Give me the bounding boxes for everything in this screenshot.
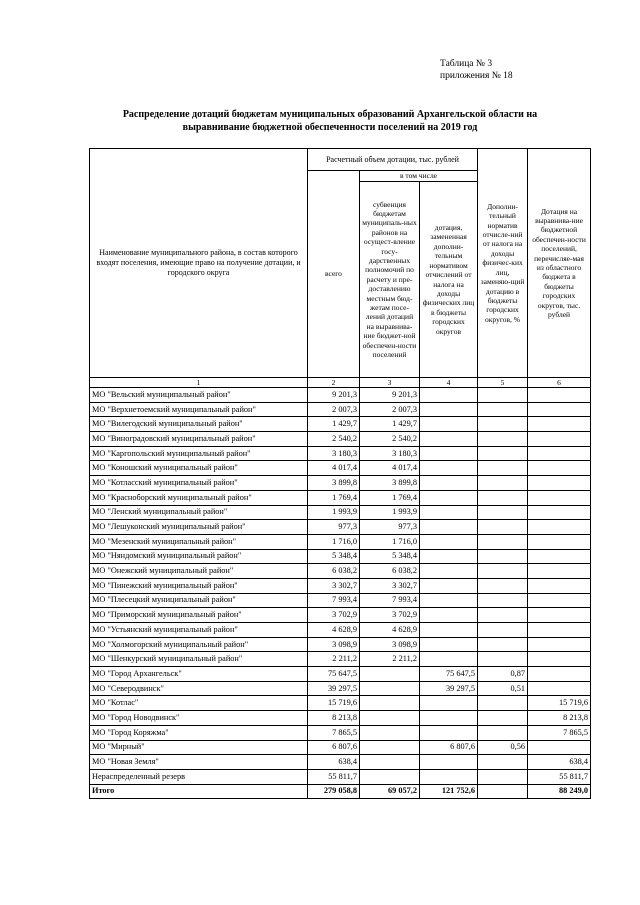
total-amount: 3 180,3: [308, 446, 360, 461]
table-row: [90, 608, 591, 623]
municipality-name: МО "Город Коряжма": [90, 725, 308, 740]
total-amount: 2 007,3: [308, 402, 360, 417]
title-line-1: Распределение дотаций бюджетам муниципальных образований Архангельской области на: [122, 109, 538, 120]
subvention-amount: 1 769,4: [360, 490, 420, 505]
total-amount: 1 716,0: [308, 534, 360, 549]
table-row: [90, 520, 591, 535]
grant-amount: [528, 461, 591, 476]
total-amount: 5 348,4: [308, 549, 360, 564]
municipality-name: МО "Котласский муниципальный район": [90, 476, 308, 491]
replaced-grant-amount: [420, 696, 478, 711]
replaced-grant-amount: [420, 564, 478, 579]
total-amount: 15 719,6: [308, 696, 360, 711]
additional-norm-percent: [478, 725, 528, 740]
subvention-amount: 6 038,2: [360, 564, 420, 579]
additional-norm-percent: [478, 755, 528, 770]
grant-amount: 7 865,5: [528, 725, 591, 740]
subvention-amount: 3 899,8: [360, 476, 420, 491]
municipality-name: Нераспределенный резерв: [90, 769, 308, 784]
table-number: Таблица № 3: [440, 59, 493, 69]
total-amount: 9 201,3: [308, 388, 360, 403]
additional-norm-percent: [478, 402, 528, 417]
total-amount: 3 702,9: [308, 608, 360, 623]
municipality-name: МО "Вилегодский муниципальный район": [90, 417, 308, 432]
subvention-amount: 5 348,4: [360, 549, 420, 564]
subvention-amount: 2 540,2: [360, 432, 420, 447]
replaced-grant-amount: [420, 608, 478, 623]
grant-amount: [528, 564, 591, 579]
total-amount: 6 038,2: [308, 564, 360, 579]
additional-norm-percent: [478, 520, 528, 535]
subvention-amount: [360, 681, 420, 696]
municipality-name: МО "Вельский муниципальный район": [90, 388, 308, 403]
total-amount: 977,3: [308, 520, 360, 535]
additional-norm-percent: [478, 388, 528, 403]
municipality-name: МО "Мезенский муниципальный район": [90, 534, 308, 549]
table-row: [90, 402, 591, 417]
grant-amount: [528, 402, 591, 417]
subvention-amount: 69 057,2: [360, 784, 420, 799]
appendix-number: приложения № 18: [440, 71, 513, 81]
replaced-grant-amount: [420, 520, 478, 535]
grant-amount: [528, 667, 591, 682]
grant-amount: [528, 505, 591, 520]
column-number: 4: [420, 378, 478, 388]
additional-norm-percent: [478, 623, 528, 638]
total-amount: 638,4: [308, 755, 360, 770]
replaced-grant-amount: [420, 593, 478, 608]
total-amount: 3 098,9: [308, 637, 360, 652]
additional-norm-percent: 0,51: [478, 681, 528, 696]
replaced-grant-amount: [420, 755, 478, 770]
total-amount: 1 769,4: [308, 490, 360, 505]
municipality-name: МО "Устьянский муниципальный район": [90, 623, 308, 638]
additional-norm-percent: [478, 564, 528, 579]
table-row: [90, 446, 591, 461]
replaced-grant-amount: [420, 402, 478, 417]
total-amount: 7 993,4: [308, 593, 360, 608]
municipality-name: МО "Холмогорский муниципальный район": [90, 637, 308, 652]
additional-norm-percent: [478, 446, 528, 461]
subvention-amount: 7 993,4: [360, 593, 420, 608]
grant-amount: 15 719,6: [528, 696, 591, 711]
subvention-amount: 977,3: [360, 520, 420, 535]
total-amount: 3 899,8: [308, 476, 360, 491]
replaced-grant-amount: [420, 637, 478, 652]
total-amount: 2 211,2: [308, 652, 360, 667]
additional-norm-percent: [478, 578, 528, 593]
grant-amount: [528, 534, 591, 549]
grant-amount: [528, 652, 591, 667]
replaced-grant-amount: [420, 725, 478, 740]
grant-amount: 8 213,8: [528, 711, 591, 726]
subvention-amount: 3 180,3: [360, 446, 420, 461]
column-number: 3: [360, 378, 420, 388]
total-amount: 8 213,8: [308, 711, 360, 726]
subvention-amount: 1 429,7: [360, 417, 420, 432]
additional-norm-percent: [478, 593, 528, 608]
subvention-amount: 4 628,9: [360, 623, 420, 638]
additional-norm-percent: [478, 417, 528, 432]
additional-norm-percent: [478, 505, 528, 520]
total-amount: 4 017,4: [308, 461, 360, 476]
replaced-grant-amount: [420, 446, 478, 461]
additional-norm-percent: [478, 784, 528, 799]
subvention-amount: [360, 696, 420, 711]
subvention-amount: 2 211,2: [360, 652, 420, 667]
total-amount: 55 811,7: [308, 769, 360, 784]
header-calc: Расчетный объем дотации, тыс. рублей: [308, 149, 478, 171]
municipality-name: МО "Пинежский муниципальный район": [90, 578, 308, 593]
grant-amount: [528, 593, 591, 608]
grant-amount: [528, 446, 591, 461]
table-row: [90, 564, 591, 579]
column-number: 5: [478, 378, 528, 388]
additional-norm-percent: 0,87: [478, 667, 528, 682]
replaced-grant-amount: [420, 388, 478, 403]
subvention-amount: 4 017,4: [360, 461, 420, 476]
subvention-amount: 1 716,0: [360, 534, 420, 549]
replaced-grant-amount: [420, 417, 478, 432]
total-amount: 279 058,8: [308, 784, 360, 799]
table-row: [90, 637, 591, 652]
municipality-name: МО "Плесецкий муниципальный район": [90, 593, 308, 608]
replaced-grant-amount: [420, 432, 478, 447]
table-row: [90, 593, 591, 608]
replaced-grant-amount: [420, 505, 478, 520]
grant-amount: [528, 432, 591, 447]
table-row: [90, 476, 591, 491]
additional-norm-percent: [478, 696, 528, 711]
total-amount: 1 429,7: [308, 417, 360, 432]
grant-amount: 88 249,0: [528, 784, 591, 799]
municipality-name: МО "Котлас": [90, 696, 308, 711]
municipality-name: МО "Коношский муниципальный район": [90, 461, 308, 476]
table-row: [90, 696, 591, 711]
municipality-name: МО "Город Архангельск": [90, 667, 308, 682]
additional-norm-percent: [478, 549, 528, 564]
table-row: [90, 417, 591, 432]
municipality-name: МО "Красноборский муниципальный район": [90, 490, 308, 505]
municipality-name: МО "Онежский муниципальный район": [90, 564, 308, 579]
grant-amount: [528, 578, 591, 593]
total-amount: 39 297,5: [308, 681, 360, 696]
municipality-name: МО "Каргопольский муниципальный район": [90, 446, 308, 461]
total-amount: 1 993,9: [308, 505, 360, 520]
table-row: [90, 623, 591, 638]
grant-amount: [528, 476, 591, 491]
total-amount: 2 540,2: [308, 432, 360, 447]
grant-amount: [528, 417, 591, 432]
table-row: [90, 755, 591, 770]
grant-amount: [528, 549, 591, 564]
table-row: [90, 505, 591, 520]
table-row: [90, 711, 591, 726]
document-title: [100, 109, 560, 134]
grant-amount: [528, 623, 591, 638]
replaced-grant-amount: 6 807,6: [420, 740, 478, 755]
table-row: [90, 740, 591, 755]
grant-amount: [528, 681, 591, 696]
header-subvention: субвенция бюджетам муниципаль-ных районов на осущест-вление госу-дарственных полномочий по расчету и пре-доставлению местным бюд-жетам посе-лений дотаций на выравнива-ние бюджет-ной обеспечен-ности поселений: [360, 182, 420, 378]
table-row: [90, 652, 591, 667]
subvention-amount: [360, 711, 420, 726]
grant-amount: [528, 608, 591, 623]
grant-amount: 638,4: [528, 755, 591, 770]
column-number: 2: [308, 378, 360, 388]
replaced-grant-amount: [420, 623, 478, 638]
additional-norm-percent: [478, 711, 528, 726]
grant-amount: [528, 388, 591, 403]
table-row: [90, 667, 591, 682]
municipality-name: МО "Город Новодвинск": [90, 711, 308, 726]
header-including: в том числе: [360, 171, 478, 182]
additional-norm-percent: [478, 637, 528, 652]
grant-amount: [528, 740, 591, 755]
grant-amount: [528, 490, 591, 505]
municipality-name: МО "Няндомский муниципальный район": [90, 549, 308, 564]
subsidy-table: [89, 148, 591, 799]
header-replaced-grant: дотация, замененная дополни-тельным нормативом отчислений от налога на доходы физических лиц в бюджеты городских округов: [420, 182, 478, 378]
replaced-grant-amount: [420, 461, 478, 476]
total-amount: 4 628,9: [308, 623, 360, 638]
total-amount: 7 865,5: [308, 725, 360, 740]
header-name: Наименование муниципального района, в состав которого входят поселения, имеющие право на получение дотации, и городского округа: [90, 149, 308, 378]
replaced-grant-amount: [420, 549, 478, 564]
header-grant: Дотация на выравнива-ние бюджетной обеспечен-ности поселений, перечисляе-мая из областного бюджета в бюджеты городских округов, тыс. рублей: [528, 149, 591, 378]
header-additional-norm: Дополни-тельный норматив отчисле-ний от налога на доходы физичес-ких лиц, заменяю-щий дотацию в бюджеты городских округов, %: [478, 149, 528, 378]
additional-norm-percent: [478, 490, 528, 505]
column-numbers-row: [90, 378, 591, 388]
grant-amount: 55 811,7: [528, 769, 591, 784]
subvention-amount: 3 302,7: [360, 578, 420, 593]
replaced-grant-amount: [420, 578, 478, 593]
municipality-name: МО "Новая Земля": [90, 755, 308, 770]
table-row: [90, 388, 591, 403]
municipality-name: МО "Ленский муниципальный район": [90, 505, 308, 520]
additional-norm-percent: 0,56: [478, 740, 528, 755]
header-total: всего: [308, 171, 360, 378]
table-row: [90, 432, 591, 447]
total-amount: 6 807,6: [308, 740, 360, 755]
municipality-name: МО "Приморский муниципальный район": [90, 608, 308, 623]
table-row: [90, 490, 591, 505]
replaced-grant-amount: [420, 769, 478, 784]
additional-norm-percent: [478, 534, 528, 549]
replaced-grant-amount: 75 647,5: [420, 667, 478, 682]
replaced-grant-amount: 121 752,6: [420, 784, 478, 799]
municipality-name: Итого: [90, 784, 308, 799]
municipality-name: МО "Виноградовский муниципальный район": [90, 432, 308, 447]
municipality-name: МО "Верхнетоемский муниципальный район": [90, 402, 308, 417]
replaced-grant-amount: [420, 534, 478, 549]
table-row: [90, 549, 591, 564]
replaced-grant-amount: [420, 711, 478, 726]
total-row: [90, 784, 591, 799]
column-number: 6: [528, 378, 591, 388]
additional-norm-percent: [478, 432, 528, 447]
additional-norm-percent: [478, 461, 528, 476]
municipality-name: МО "Шенкурский муниципальный район": [90, 652, 308, 667]
replaced-grant-amount: [420, 652, 478, 667]
replaced-grant-amount: 39 297,5: [420, 681, 478, 696]
column-number: 1: [90, 378, 308, 388]
table-row: [90, 578, 591, 593]
replaced-grant-amount: [420, 490, 478, 505]
total-amount: 3 302,7: [308, 578, 360, 593]
additional-norm-percent: [478, 652, 528, 667]
subvention-amount: [360, 740, 420, 755]
municipality-name: МО "Северодвинск": [90, 681, 308, 696]
title-line-2: выравнивание бюджетной обеспеченности поселений на 2019 год: [182, 121, 478, 133]
subvention-amount: 1 993,9: [360, 505, 420, 520]
table-row: [90, 534, 591, 549]
subvention-amount: 3 098,9: [360, 637, 420, 652]
table-row: [90, 461, 591, 476]
table-reference: [440, 58, 590, 82]
municipality-name: МО "Лешуконский муниципальный район": [90, 520, 308, 535]
subvention-amount: [360, 725, 420, 740]
grant-amount: [528, 520, 591, 535]
subvention-amount: 2 007,3: [360, 402, 420, 417]
table-row: [90, 769, 591, 784]
table-row: [90, 725, 591, 740]
subvention-amount: [360, 667, 420, 682]
subvention-amount: 3 702,9: [360, 608, 420, 623]
table-row: [90, 681, 591, 696]
additional-norm-percent: [478, 608, 528, 623]
total-amount: 75 647,5: [308, 667, 360, 682]
grant-amount: [528, 637, 591, 652]
table-body: [90, 388, 591, 799]
subvention-amount: [360, 755, 420, 770]
subvention-amount: [360, 769, 420, 784]
municipality-name: МО "Мирный": [90, 740, 308, 755]
additional-norm-percent: [478, 769, 528, 784]
replaced-grant-amount: [420, 476, 478, 491]
additional-norm-percent: [478, 476, 528, 491]
subvention-amount: 9 201,3: [360, 388, 420, 403]
